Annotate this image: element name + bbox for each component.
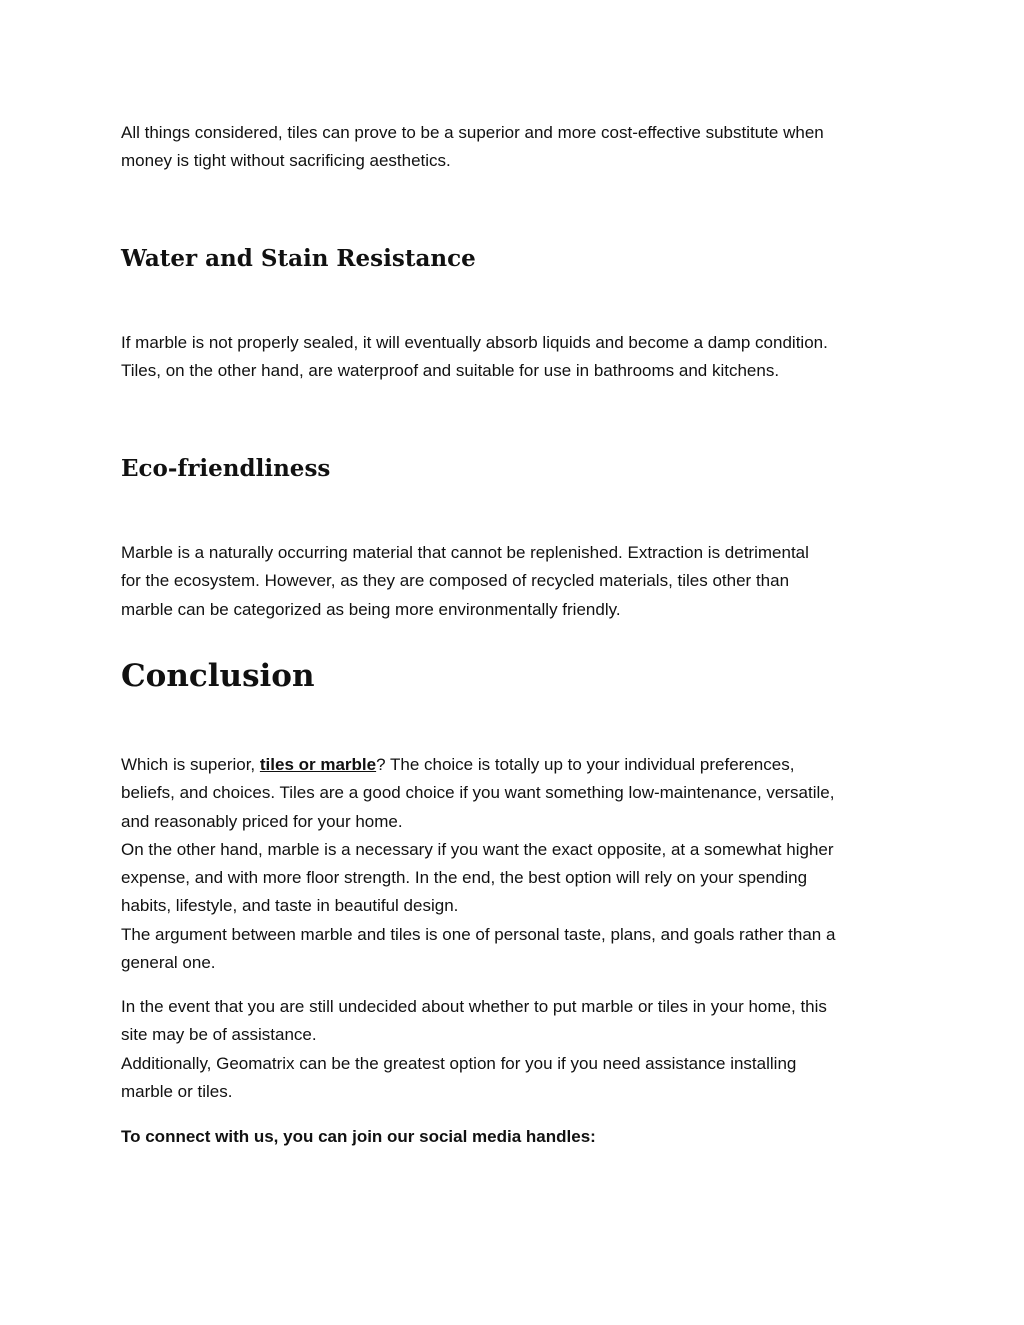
text-line: and reasonably priced for your home. bbox=[121, 811, 403, 831]
text-line: marble or tiles. bbox=[121, 1081, 233, 1101]
text-line: On the other hand, marble is a necessary if you want the exact opposite, at a somewhat higher bbox=[121, 839, 834, 859]
text-line: money is tight without sacrificing aesthetics. bbox=[121, 151, 451, 171]
eco-heading: Eco-friendliness bbox=[121, 455, 331, 482]
water-heading: Water and Stain Resistance bbox=[121, 245, 476, 272]
text-line: habits, lifestyle, and taste in beautiful design. bbox=[121, 896, 459, 916]
tiles-or-marble-link[interactable]: tiles or marble bbox=[259, 755, 377, 774]
text-line: The argument between marble and tiles is one of personal taste, plans, and goals rather than a bbox=[121, 924, 836, 944]
conclusion-heading: Conclusion bbox=[121, 658, 315, 694]
conclusion-paragraph-1 bbox=[121, 751, 906, 977]
water-paragraph bbox=[121, 329, 906, 386]
conclusion-paragraph-2 bbox=[121, 993, 906, 1106]
text-line: Additionally, Geomatrix can be the greatest option for you if you need assistance installing bbox=[121, 1053, 797, 1073]
text-line: general one. bbox=[121, 953, 216, 973]
text-fragment: ? The choice is totally up to your individual preferences, bbox=[376, 755, 795, 774]
text-line: marble can be categorized as being more environmentally friendly. bbox=[121, 599, 621, 619]
text-line: To connect with us, you can join our social media handles: bbox=[121, 1127, 596, 1146]
text-line: site may be of assistance. bbox=[121, 1025, 317, 1045]
intro-paragraph bbox=[121, 119, 906, 176]
text-line: beliefs, and choices. Tiles are a good choice if you want something low-maintenance, versatile, bbox=[121, 783, 835, 803]
text-line: Marble is a naturally occurring material that cannot be replenished. Extraction is detrimental bbox=[121, 543, 809, 562]
text-line: If marble is not properly sealed, it will eventually absorb liquids and become a damp condition. bbox=[121, 333, 828, 352]
text-line: expense, and with more floor strength. In the end, the best option will rely on your spending bbox=[121, 868, 808, 888]
text-line bbox=[121, 751, 906, 779]
text-fragment: Which is superior, bbox=[121, 755, 260, 774]
text-line: for the ecosystem. However, as they are composed of recycled materials, tiles other than bbox=[121, 571, 790, 591]
social-cta bbox=[121, 1123, 906, 1151]
eco-paragraph bbox=[121, 539, 906, 624]
text-line: Tiles, on the other hand, are waterproof and suitable for use in bathrooms and kitchens. bbox=[121, 361, 780, 381]
text-line: All things considered, tiles can prove to be a superior and more cost-effective substitute when bbox=[121, 123, 824, 142]
text-line: In the event that you are still undecided about whether to put marble or tiles in your home, this bbox=[121, 997, 827, 1016]
